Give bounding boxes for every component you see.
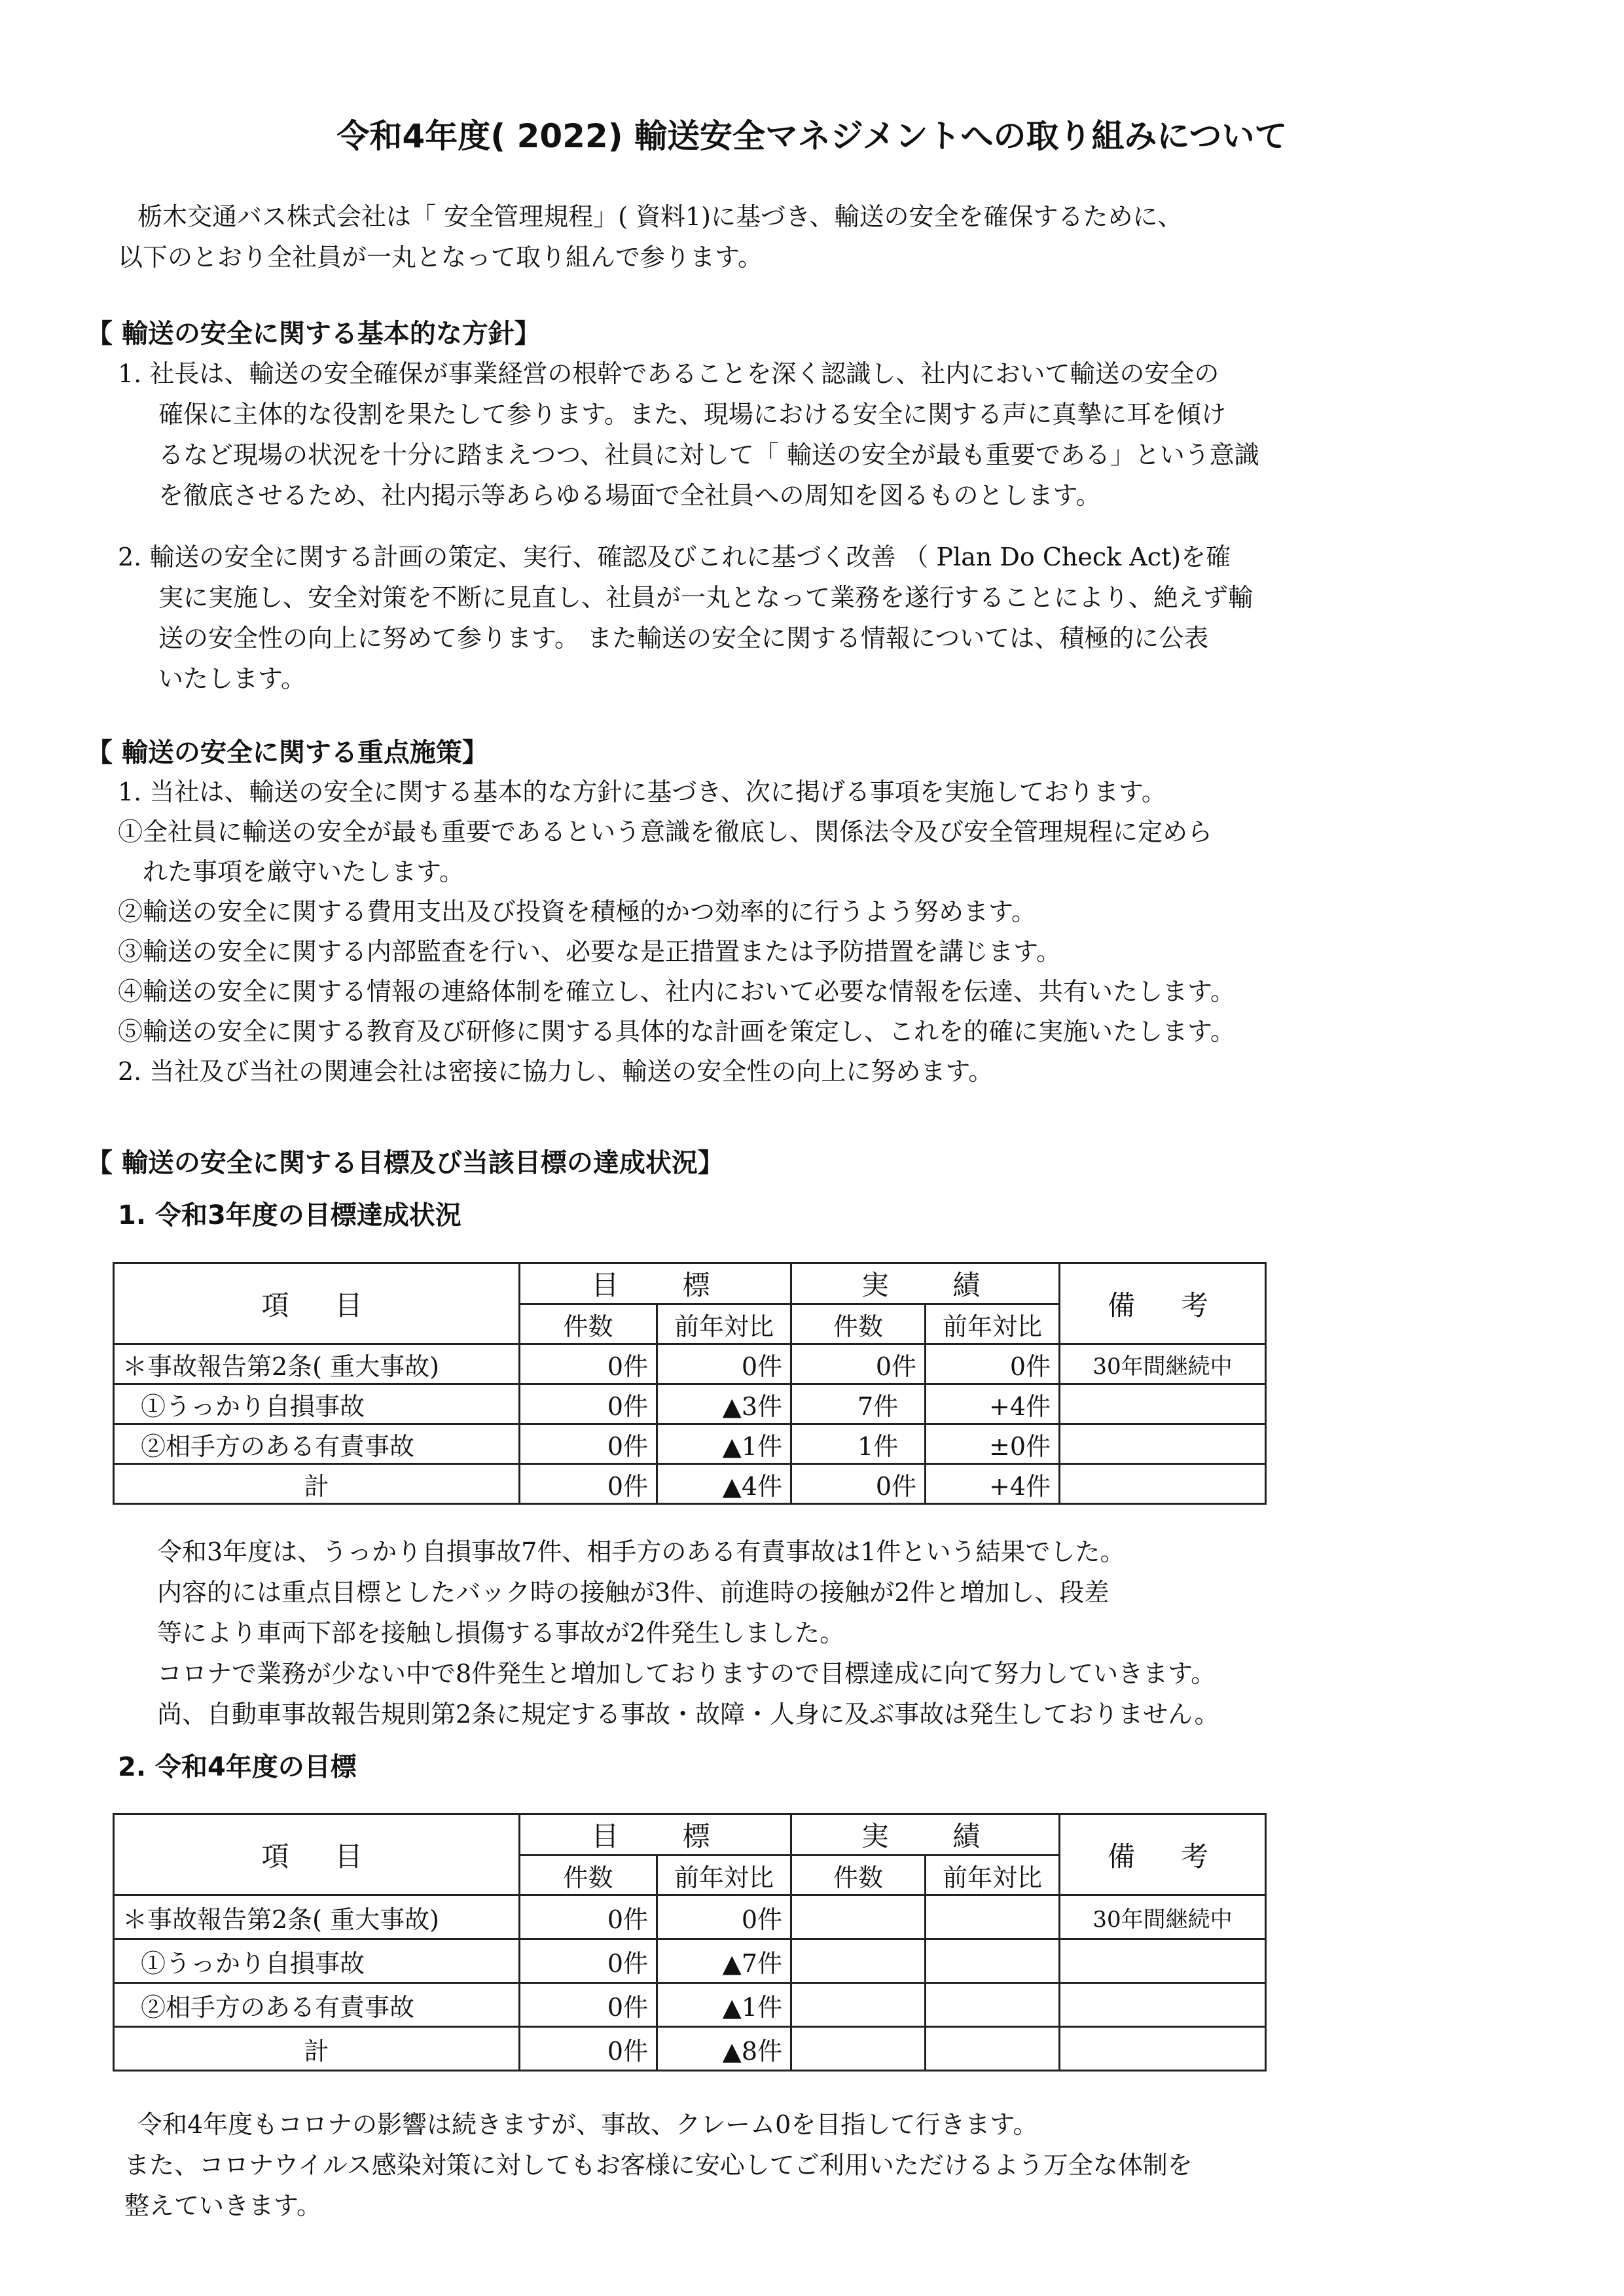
header-target: 目 標 (520, 1263, 791, 1304)
note-cell (1060, 1939, 1266, 1983)
comment-line: 令和3年度は、うっかり自損事故7件、相手方のある有責事故は1件という結果でした。 (157, 1537, 1125, 1566)
result-yoy: +4件 (926, 1384, 1060, 1424)
header-item: 項 目 (114, 1263, 520, 1344)
table-row (114, 1344, 1266, 1384)
header-target: 目 標 (520, 1814, 791, 1856)
measure-line: ⑤輸送の安全に関する教育及び研修に関する具体的な計画を策定し、これを的確に実施いたします。 (118, 1017, 1235, 1046)
policy-line: を徹底させるため、社内掲示等あらゆる場面で全社員への周知を図るものとします。 (158, 481, 1101, 510)
result-count (791, 1983, 926, 2027)
result-count: 1件 (791, 1424, 926, 1464)
comment-line: 等により車両下部を接触し損傷する事故が2件発生しました。 (157, 1619, 845, 1647)
policy-line: 実に実施し、安全対策を不断に見直し、社員が一丸となって業務を遂行することにより、絶えず輸 (158, 583, 1254, 612)
target-count: 0件 (520, 1384, 657, 1424)
comment-line: コロナで業務が少ない中で8件発生と増加しておりますので目標達成に向て努力していきます。 (157, 1659, 1216, 1688)
note-cell (1060, 1464, 1266, 1504)
result-yoy (926, 2027, 1060, 2071)
table-row (114, 1464, 1266, 1504)
table-row (114, 1895, 1266, 1939)
row-label: ＊事故報告第2条( 重大事故) (114, 1895, 520, 1939)
section-heading-priority-measures: 【 輸送の安全に関する重点施策】 (86, 738, 488, 768)
target-yoy: ▲1件 (657, 1983, 791, 2027)
result-count (791, 1895, 926, 1939)
intro-line: 栃木交通バス株式会社は「 安全管理規程」( 資料1)に基づき、輸送の安全を確保するために、 (137, 202, 1183, 231)
note-cell (1060, 1983, 1266, 2027)
row-label: 計 (114, 2027, 520, 2071)
measures-list (118, 772, 1235, 1092)
target-count: 0件 (520, 1464, 657, 1504)
target-yoy: 0件 (657, 1344, 791, 1384)
header-result-yoy: 前年対比 (926, 1856, 1060, 1895)
header-result-yoy: 前年対比 (926, 1304, 1060, 1344)
result-count: 0件 (791, 1464, 926, 1504)
subheading-r4-targets: 2. 令和4年度の目標 (118, 1752, 357, 1782)
row-label: 計 (114, 1464, 520, 1504)
row-label: ②相手方のある有責事故 (114, 1983, 520, 2027)
target-count: 0件 (520, 2027, 657, 2071)
r4-targets-table (113, 1813, 1267, 2072)
note-cell (1060, 2027, 1266, 2071)
result-yoy (926, 1939, 1060, 1983)
target-yoy: ▲4件 (657, 1464, 791, 1504)
result-yoy: +4件 (926, 1464, 1060, 1504)
header-result-count: 件数 (791, 1304, 926, 1344)
table-row (114, 2027, 1266, 2071)
intro-line: 以下のとおり全社員が一丸となって取り組んで参ります。 (118, 243, 763, 272)
target-yoy: ▲1件 (657, 1424, 791, 1464)
policy-line: 送の安全性の向上に努めて参ります。 また輸送の安全に関する情報については、積極的に公表 (158, 624, 1209, 653)
comment-line: また、コロナウイルス感染対策に対してもお客様に安心してご利用いただけるよう万全な体制を (124, 2151, 1193, 2179)
row-label: ①うっかり自損事故 (114, 1384, 520, 1424)
note-cell: 30年間継続中 (1060, 1895, 1266, 1939)
intro-paragraph (118, 196, 1182, 278)
measure-line: ④輸送の安全に関する情報の連絡体制を確立し、社内において必要な情報を伝達、共有いたします。 (118, 977, 1235, 1006)
table-row (114, 1424, 1266, 1464)
table-row (114, 1939, 1266, 1983)
row-label: ②相手方のある有責事故 (114, 1424, 520, 1464)
table-row (114, 1983, 1266, 2027)
target-yoy: ▲3件 (657, 1384, 791, 1424)
comment-line: 令和4年度もコロナの影響は続きますが、事故、クレーム0を目指して行きます。 (137, 2110, 1038, 2139)
result-yoy (926, 1895, 1060, 1939)
policy-line: 2. 輸送の安全に関する計画の策定、実行、確認及びこれに基づく改善 （ Plan Do Check Act)を確 (118, 543, 1231, 571)
target-count: 0件 (520, 1895, 657, 1939)
result-count: 7件 (791, 1384, 926, 1424)
r3-results-table (113, 1262, 1267, 1505)
header-target-yoy: 前年対比 (657, 1856, 791, 1895)
result-count (791, 1939, 926, 1983)
row-label: ①うっかり自損事故 (114, 1939, 520, 1983)
note-cell (1060, 1424, 1266, 1464)
policy-line: 1. 社長は、輸送の安全確保が事業経営の根幹であることを深く認識し、社内において輸送の安全の (118, 359, 1219, 388)
policy-item-1 (118, 353, 1259, 516)
measure-line: ①全社員に輸送の安全が最も重要であるという意識を徹底し、関係法令及び安全管理規程に定めら (118, 817, 1213, 846)
comment-line: 内容的には重点目標としたバック時の接触が3件、前進時の接触が2件と増加し、段差 (157, 1578, 1110, 1607)
page-title: 令和4年度( 2022) 輸送安全マネジメントへの取り組みについて (336, 117, 1288, 155)
note-cell (1060, 1384, 1266, 1424)
section-heading-basic-policy: 【 輸送の安全に関する基本的な方針】 (86, 319, 541, 349)
r3-comment (157, 1532, 1219, 1734)
measure-line: ②輸送の安全に関する費用支出及び投資を積極的かつ効率的に行うよう努めます。 (118, 897, 1036, 926)
header-note: 備 考 (1060, 1263, 1266, 1344)
header-result-count: 件数 (791, 1856, 926, 1895)
header-target-count: 件数 (520, 1304, 657, 1344)
target-count: 0件 (520, 1424, 657, 1464)
result-yoy: ±0件 (926, 1424, 1060, 1464)
target-count: 0件 (520, 1939, 657, 1983)
row-label: ＊事故報告第2条( 重大事故) (114, 1344, 520, 1384)
r4-comment (124, 2104, 1193, 2226)
note-cell: 30年間継続中 (1060, 1344, 1266, 1384)
target-count: 0件 (520, 1344, 657, 1384)
result-count (791, 2027, 926, 2071)
comment-line: 整えていきます。 (124, 2191, 321, 2220)
measure-line: れた事項を厳守いたします。 (118, 857, 464, 886)
policy-line: 確保に主体的な役割を果たして参ります。また、現場における安全に関する声に真摯に耳を傾け (158, 400, 1226, 429)
target-yoy: ▲8件 (657, 2027, 791, 2071)
header-result: 実 績 (791, 1814, 1060, 1856)
measure-line: 1. 当社は、輸送の安全に関する基本的な方針に基づき、次に掲げる事項を実施しております。 (118, 778, 1166, 806)
target-count: 0件 (520, 1983, 657, 2027)
subheading-r3-results: 1. 令和3年度の目標達成状況 (118, 1200, 461, 1230)
result-count: 0件 (791, 1344, 926, 1384)
comment-line: 尚、自動車事故報告規則第2条に規定する事故・故障・人身に及ぶ事故は発生しておりません。 (157, 1700, 1219, 1729)
measure-line: 2. 当社及び当社の関連会社は密接に協力し、輸送の安全性の向上に努めます。 (118, 1057, 994, 1086)
section-heading-targets: 【 輸送の安全に関する目標及び当該目標の達成状況】 (86, 1148, 724, 1178)
measure-line: ③輸送の安全に関する内部監査を行い、必要な是正措置または予防措置を講じます。 (118, 937, 1061, 966)
result-yoy (926, 1983, 1060, 2027)
policy-item-2 (118, 537, 1253, 699)
target-yoy: ▲7件 (657, 1939, 791, 1983)
result-yoy: 0件 (926, 1344, 1060, 1384)
policy-line: るなど現場の状況を十分に踏まえつつ、社員に対して「 輸送の安全が最も重要である」という意識 (158, 440, 1259, 469)
header-item: 項 目 (114, 1814, 520, 1895)
policy-line: いたします。 (158, 664, 306, 693)
header-target-yoy: 前年対比 (657, 1304, 791, 1344)
header-result: 実 績 (791, 1263, 1060, 1304)
table-row (114, 1384, 1266, 1424)
target-yoy: 0件 (657, 1895, 791, 1939)
header-note: 備 考 (1060, 1814, 1266, 1895)
header-target-count: 件数 (520, 1856, 657, 1895)
